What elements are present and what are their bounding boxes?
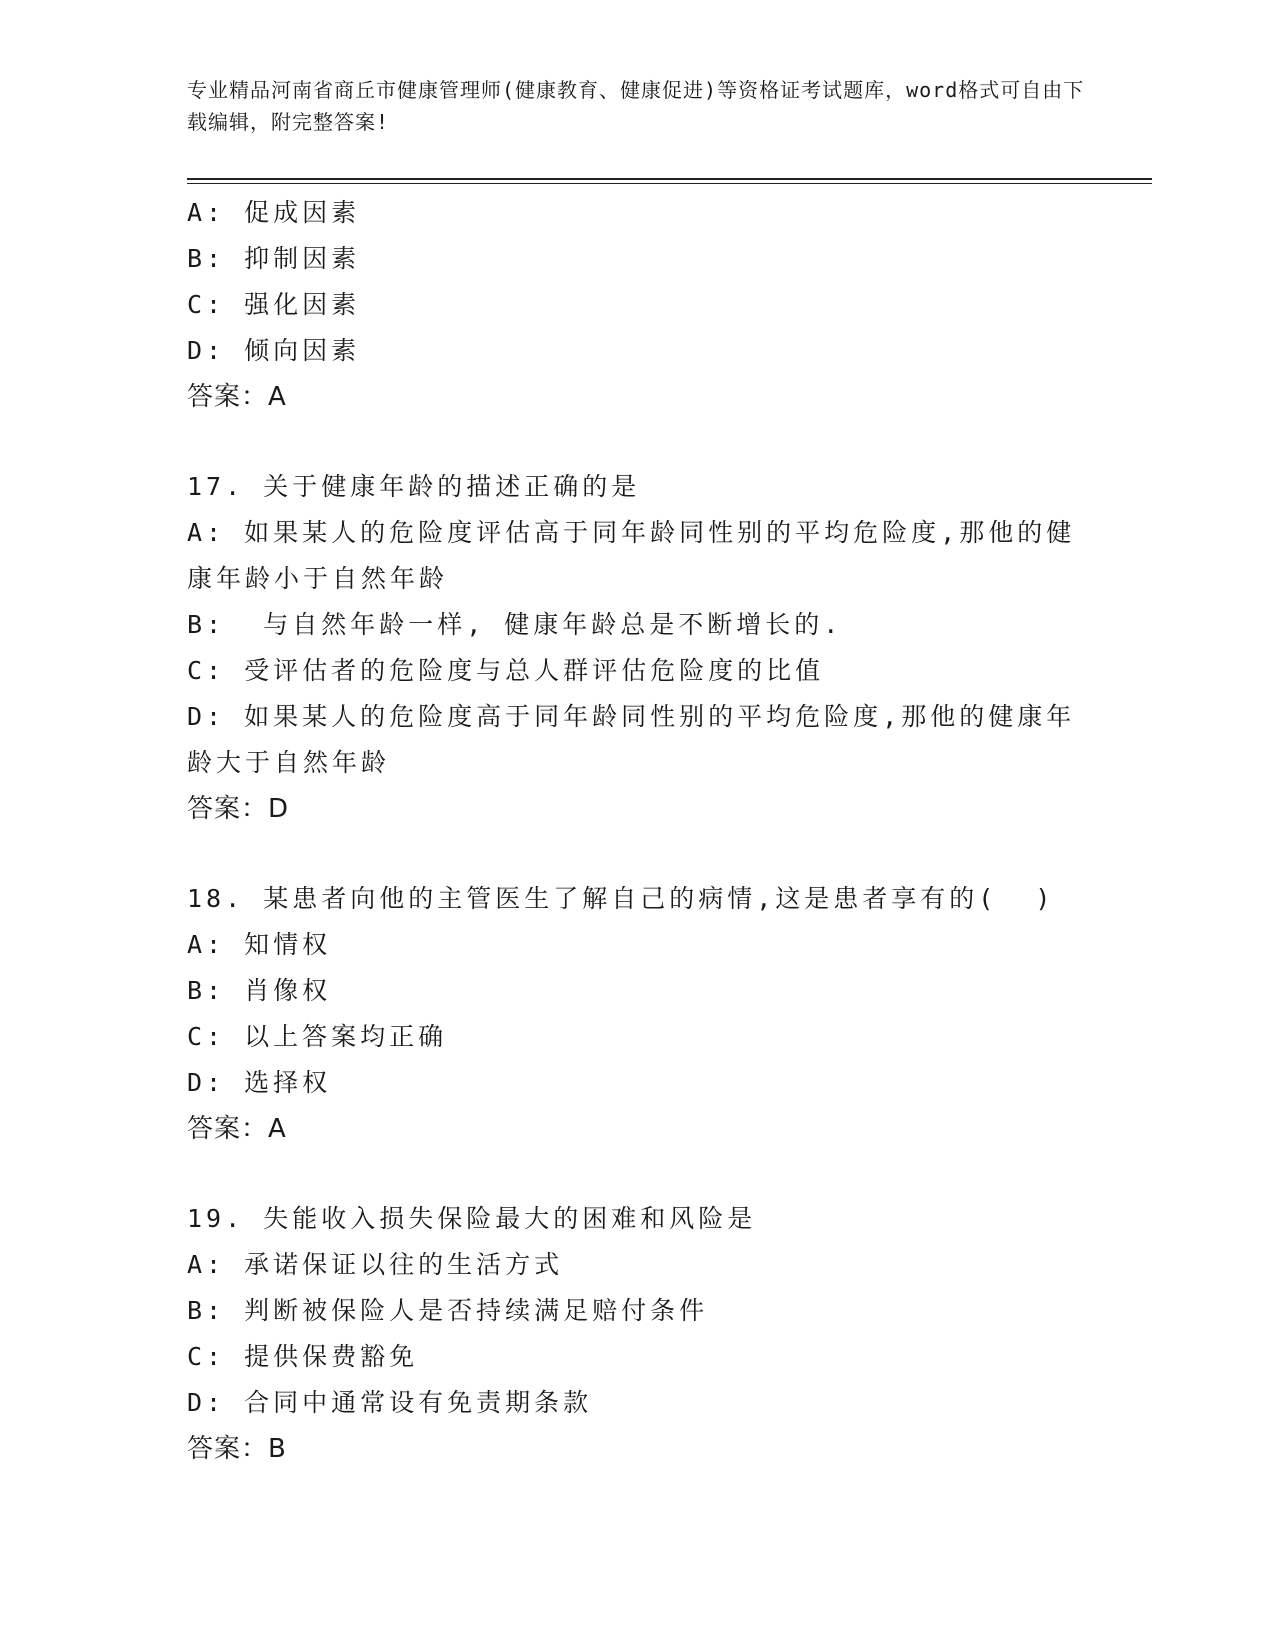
option-b: B: 判断被保险人是否持续满足赔付条件	[187, 1296, 709, 1325]
answer: 答案：B	[187, 1434, 287, 1464]
document-header: 专业精品河南省商丘市健康管理师(健康教育、健康促进)等资格证考试题库，word格式可自由下载编辑，附完整答案!	[187, 78, 1085, 134]
option-c: C: 提供保费豁免	[187, 1342, 419, 1371]
question-19-block	[187, 1196, 1087, 1472]
header-rule-thin	[187, 183, 1152, 184]
option-c: C: 受评估者的危险度与总人群评估危险度的比值	[187, 656, 825, 685]
option-b: B: 抑制因素	[187, 244, 361, 273]
option-d: D: 倾向因素	[187, 336, 361, 365]
question-stem: 19. 失能收入损失保险最大的困难和风险是	[187, 1204, 757, 1233]
option-c: C: 以上答案均正确	[187, 1022, 448, 1051]
option-d: D: 选择权	[187, 1068, 332, 1097]
answer: 答案：D	[187, 794, 290, 824]
answer: 答案：A	[187, 1114, 287, 1144]
option-a: A: 促成因素	[187, 198, 361, 227]
option-d: D: 合同中通常设有免责期条款	[187, 1388, 593, 1417]
question-16-block	[187, 190, 1087, 420]
option-a: A: 承诺保证以往的生活方式	[187, 1250, 564, 1279]
header-rule-thick	[187, 178, 1152, 180]
option-d: D: 如果某人的危险度高于同年龄同性别的平均危险度,那他的健康年龄大于自然年龄	[187, 702, 1076, 777]
answer: 答案：A	[187, 382, 287, 412]
option-b: B: 与自然年龄一样, 健康年龄总是不断增长的.	[187, 610, 843, 639]
option-a: A: 如果某人的危险度评估高于同年龄同性别的平均危险度,那他的健康年龄小于自然年龄	[187, 518, 1076, 593]
option-c: C: 强化因素	[187, 290, 361, 319]
option-b: B: 肖像权	[187, 976, 332, 1005]
question-17-block	[187, 464, 1087, 832]
question-stem: 17. 关于健康年龄的描述正确的是	[187, 472, 641, 501]
option-a: A: 知情权	[187, 930, 332, 959]
question-stem: 18. 某患者向他的主管医生了解自己的病情,这是患者享有的( )	[187, 884, 1055, 913]
question-list	[187, 190, 1087, 1472]
question-18-block	[187, 876, 1087, 1152]
